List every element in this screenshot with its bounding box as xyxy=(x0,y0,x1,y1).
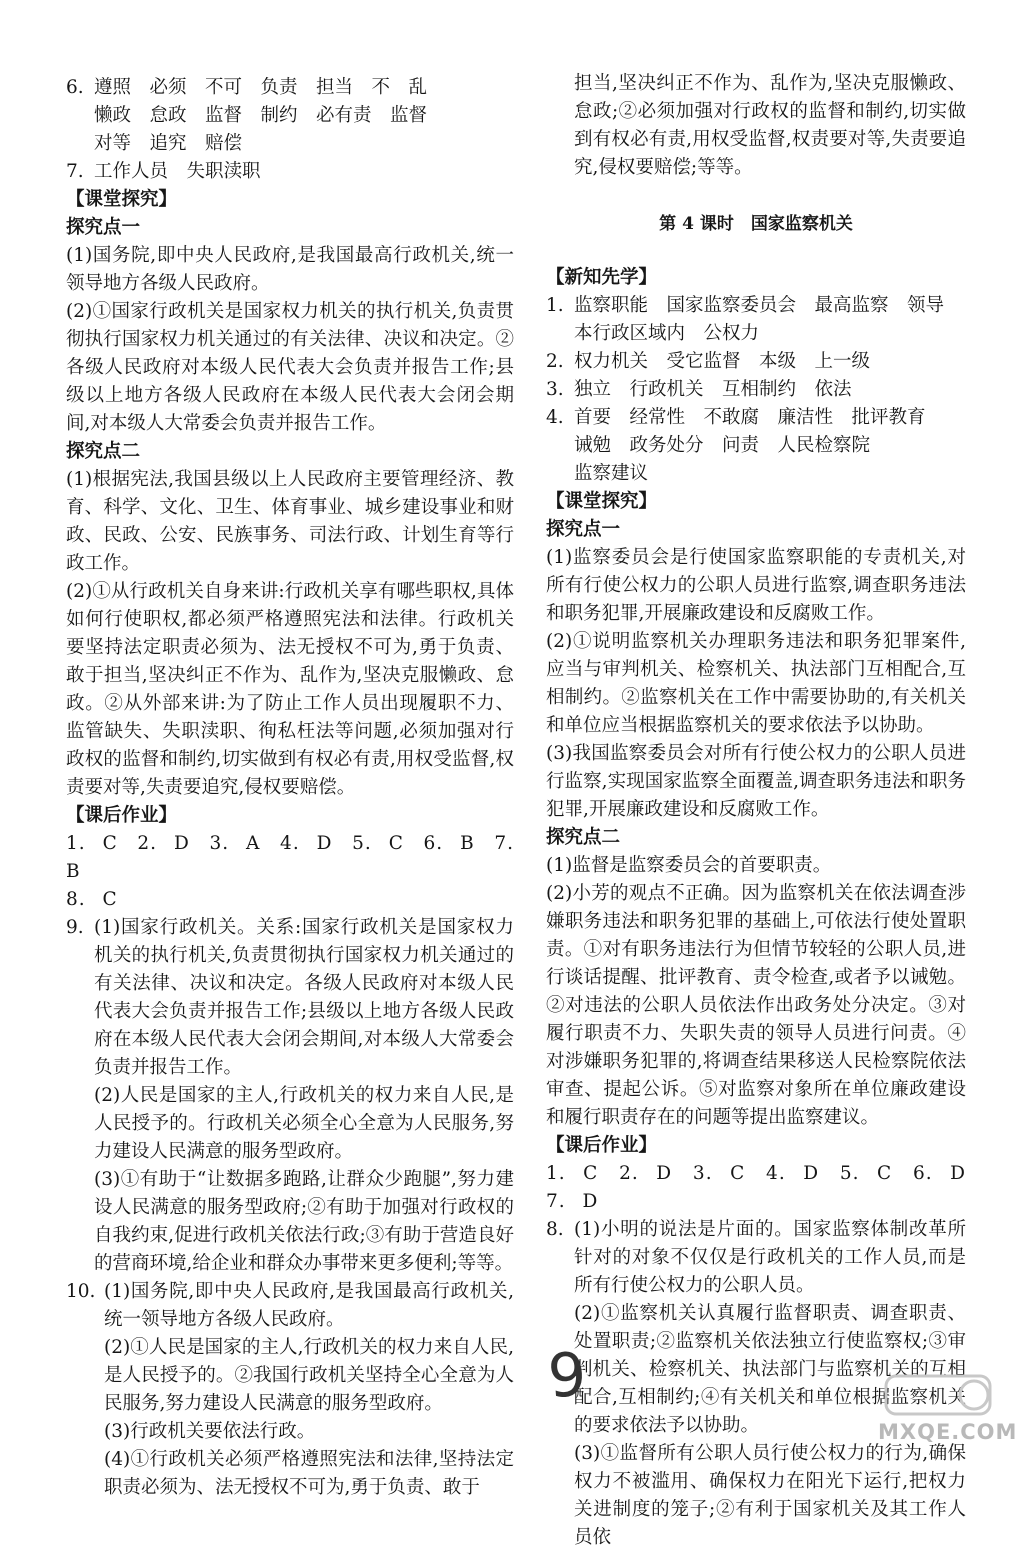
preview-item xyxy=(546,292,966,348)
item-text: 本行政区域内 公权力 xyxy=(574,323,760,344)
item-text: 懒政 怠政 监督 制约 必有责 监督 xyxy=(94,105,428,126)
answer-part: (1)小明的说法是片面的。国家监察体制改革所针对的对象不仅仅是行政机关的工作人员,而是所有行使公权力的公职人员。 xyxy=(574,1219,966,1296)
answer-part: (2)①监察机关认真履行监督职责、调查职责、处置职责;②监察机关依法独立行使监察权;③审判机关、检察机关、执法部门与监察机关的互相配合,互相制约;④有关机关和单位根据监察机关的要求依法予以协助。 xyxy=(574,1303,966,1436)
paragraph: (1)根据宪法,我国县级以上人民政府主要管理经济、教育、科学、文化、卫生、体育事业、城乡建设事业和财政、民政、公安、民族事务、司法行政、计划生育等行政工作。 xyxy=(66,469,514,574)
preview-answers xyxy=(546,292,966,488)
preview-item xyxy=(546,348,966,376)
choice-answers: 1. C 2. D 3. C 4. D 5. C 6. D 7. D xyxy=(546,1163,986,1212)
explore-point-two: 探究点二 xyxy=(66,441,141,462)
fill-answer-line xyxy=(66,130,514,158)
question-number: 8. xyxy=(546,1219,564,1240)
preview-line xyxy=(574,460,966,488)
explore-point-one: 探究点一 xyxy=(66,217,141,238)
item-number: 6. xyxy=(66,77,84,98)
item-text: 工作人员 失职渎职 xyxy=(94,161,261,182)
paragraph: (1)国务院,即中央人民政府,是我国最高行政机关,统一领导地方各级人民政府。 xyxy=(66,245,514,294)
item-number: 7. xyxy=(66,161,84,182)
fill-answer-line xyxy=(66,74,514,102)
item-text: 首要 经常性 不敢腐 廉洁性 批评教育 xyxy=(574,407,926,428)
answer-part: (4)①行政机关必须严格遵照宪法和法律,坚持法定职责必须为、法无授权不可为,勇于负责、敢于 xyxy=(104,1449,514,1498)
section-heading-preview: 【新知先学】 xyxy=(546,267,658,288)
watermark-logo xyxy=(878,1370,1017,1450)
item-text: 遵照 必须 不可 负责 担当 不 乱 xyxy=(94,77,428,98)
answer-part: (1)国务院,即中央人民政府,是我国最高行政机关,统一领导地方各级人民政府。 xyxy=(104,1281,514,1330)
paragraph: (1)监察委员会是行使国家监察职能的专责机关,对所有行使公权力的公职人员进行监察,调查职务违法和职务犯罪,开展廉政建设和反腐败工作。 xyxy=(546,547,966,624)
paragraph: (3)我国监察委员会对所有行使公权力的公职人员进行监察,实现国家监察全面覆盖,调查职务违法和职务犯罪,开展廉政建设和反腐败工作。 xyxy=(546,743,966,820)
answer-part: (3)行政机关要依法行政。 xyxy=(104,1421,316,1442)
fill-answer-line xyxy=(66,102,514,130)
choice-answers: 8. C xyxy=(66,889,118,910)
paragraph: (2)①从行政机关自身来讲:行政机关享有哪些职权,具体如何行使职权,都必须严格遵照宪法和法律。行政机关要坚持法定职责必须为、法无授权不可为,勇于负责、敢于担当,坚决纠正不作为、乱作为,坚决克服懒政、怠政。②从外部来讲:为了防止工作人员出现履职不力、监管缺失、失职渎职、徇私枉法等问题,必须加强对行政权的监督和制约,切实做到有权必有责,用权受监督,权责要对等,失责要追究,侵权要赔偿。 xyxy=(66,581,514,798)
preview-line xyxy=(546,348,966,376)
preview-line xyxy=(546,404,966,432)
answer-part: (1)国家行政机关。关系:国家行政机关是国家权力机关的执行机关,负责贯彻执行国家权力机关通过的有关法律、决议和决定。各级人民政府对本级人民代表大会负责并报告工作;县级以上地方各级人民政府在本级人民代表大会闭会期间,对本级人大常委会负责并报告工作。 xyxy=(94,917,514,1078)
preview-item xyxy=(546,376,966,404)
item-text: 监察建议 xyxy=(574,463,649,484)
question-number: 10. xyxy=(66,1281,96,1302)
paragraph: (2)①国家行政机关是国家权力机关的执行机关,负责贯彻执行国家权力机关通过的有关法律、决议和决定。②各级人民政府对本级人民代表大会负责并报告工作;县级以上地方各级人民政府在本级人民代表大会闭会期间,对本级人大常委会负责并报告工作。 xyxy=(66,301,514,434)
paragraph: (2)小芳的观点不正确。因为监察机关在依法调查涉嫌职务违法和职务犯罪的基础上,可依法行使处置职责。①对有职务违法行为但情节较轻的公职人员,进行谈话提醒、批评教育、责令检查,或者予以诫勉。②对违法的公职人员依法作出政务处分决定。③对履行职责不力、失职失责的领导人员进行问责。④对涉嫌职务犯罪的,将调查结果移送人民检察院依法审查、提起公诉。⑤对监察对象所在单位廉政建设和履行职责存在的问题等提出监察建议。 xyxy=(546,883,966,1128)
preview-line xyxy=(546,292,966,320)
fill-answers-6-7 xyxy=(66,74,514,186)
preview-line xyxy=(574,320,966,348)
question-10 xyxy=(66,1278,514,1502)
section-heading-homework: 【课后作业】 xyxy=(66,805,178,826)
explore-point-one: 探究点一 xyxy=(546,519,621,540)
preview-item xyxy=(546,404,966,488)
lesson-title: 第 4 课时 国家监察机关 xyxy=(659,214,853,234)
item-text: 权力机关 受它监督 本级 上一级 xyxy=(574,351,871,372)
right-column xyxy=(546,70,986,1552)
item-number: 3. xyxy=(546,379,564,400)
item-number: 1. xyxy=(546,295,564,316)
answer-part: (2)人民是国家的主人,行政机关的权力来自人民,是人民授予的。行政机关必须全心全意为人民服务,努力建设人民满意的服务型政府。 xyxy=(94,1085,514,1162)
section-heading-class-explore: 【课堂探究】 xyxy=(66,189,178,210)
item-text: 独立 行政机关 互相制约 依法 xyxy=(574,379,852,400)
preview-line xyxy=(546,376,966,404)
answer-part: (3)①监督所有公职人员行使公权力的行为,确保权力不被滥用、确保权力在阳光下运行,把权力关进制度的笼子;②有利于国家机关及其工作人员依 xyxy=(574,1443,966,1548)
paragraph: (2)①说明监察机关办理职务违法和职务犯罪案件,应当与审判机关、检察机关、执法部门互相配合,互相制约。②监察机关在工作中需要协助的,有关机关和单位应当根据监察机关的要求依法予以协助。 xyxy=(546,631,966,736)
answer-part: (3)①有助于“让数据多跑路,让群众少跑腿”,努力建设人民满意的服务型政府;②有助于加强对行政权的自我约束,促进行政机关依法行政;③有助于营造良好的营商环境,给企业和群众办事带来更多便利;等等。 xyxy=(94,1169,514,1274)
handwritten-page-number: 9 xyxy=(545,1339,589,1413)
choice-answers: 1. C 2. D 3. A 4. D 5. C 6. B 7. B xyxy=(66,833,514,882)
watermark-icon xyxy=(878,1370,998,1420)
left-column xyxy=(66,74,514,1502)
question-number: 9. xyxy=(66,917,84,938)
answer-part: (2)①人民是国家的主人,行政机关的权力来自人民,是人民授予的。②我国行政机关坚持全心全意为人民服务,努力建设人民满意的服务型政府。 xyxy=(104,1337,514,1414)
preview-line xyxy=(574,432,966,460)
paragraph: (1)监督是监察委员会的首要职责。 xyxy=(546,855,832,876)
section-heading-class-explore: 【课堂探究】 xyxy=(546,491,658,512)
section-heading-homework: 【课后作业】 xyxy=(546,1135,658,1156)
watermark-text: MXQE.COM xyxy=(878,1420,1017,1444)
item-text: 诫勉 政务处分 问责 人民检察院 xyxy=(574,435,871,456)
item-text: 对等 追究 赔偿 xyxy=(94,133,243,154)
item-number: 2. xyxy=(546,351,564,372)
question-9 xyxy=(66,914,514,1278)
fill-answer-line xyxy=(66,158,514,186)
explore-point-two: 探究点二 xyxy=(546,827,621,848)
continued-answer: 担当,坚决纠正不作为、乱作为,坚决克服懒政、怠政;②必须加强对行政权的监督和制约,切实做到有权必有责,用权受监督,权责要对等,失责要追究,侵权要赔偿;等等。 xyxy=(574,73,966,178)
item-text: 监察职能 国家监察委员会 最高监察 领导 xyxy=(574,295,945,316)
item-number: 4. xyxy=(546,407,564,428)
